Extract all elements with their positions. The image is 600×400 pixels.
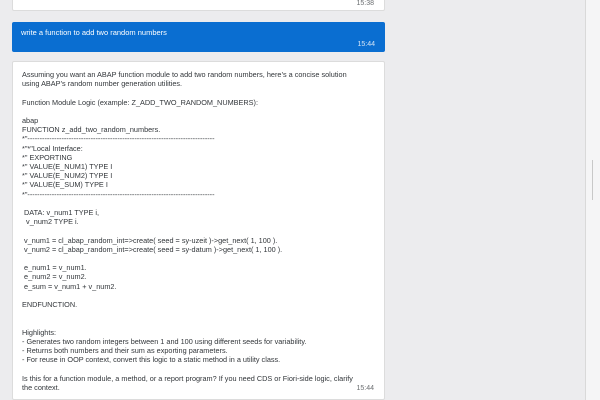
assistant-message-line: *"*"Local Interface: xyxy=(22,143,83,153)
assistant-message-line xyxy=(22,254,374,263)
assistant-message-line: abap xyxy=(22,115,39,125)
user-message-text: write a function to add two random numbers xyxy=(21,28,167,37)
assistant-message-line: using ABAP’s random number generation utilities. xyxy=(22,79,183,89)
assistant-message-line xyxy=(22,318,374,327)
previous-message-bubble xyxy=(12,0,385,11)
assistant-message-line xyxy=(22,309,374,318)
assistant-message-line: the context. xyxy=(22,382,60,392)
assistant-message-line: *" VALUE(E_NUM2) TYPE I xyxy=(22,171,113,181)
assistant-message-line: e_num1 = v_num1. xyxy=(22,263,87,273)
assistant-message-line: *" VALUE(E_NUM1) TYPE I xyxy=(22,162,113,171)
assistant-message-line: Assuming you want an ABAP function module to add two random numbers, here’s a concise solution xyxy=(22,70,347,79)
message-timestamp: 15:44 xyxy=(356,385,374,392)
assistant-message-line: - Generates two random integers between 1 and 100 using different seeds for variability. xyxy=(22,336,307,346)
assistant-message-line: DATA: v_num1 TYPE i, xyxy=(22,208,100,217)
assistant-message-line: *"----------------------------------------------------------------------------- xyxy=(22,189,215,199)
assistant-message-line: FUNCTION z_add_two_random_numbers. xyxy=(22,125,161,135)
assistant-message-line: *" EXPORTING xyxy=(22,152,73,162)
message-timestamp: 15:38 xyxy=(356,0,374,7)
assistant-message-line xyxy=(22,226,374,235)
resize-handle[interactable] xyxy=(592,160,593,200)
assistant-message-line: e_num2 = v_num2. xyxy=(22,272,87,282)
assistant-message-line xyxy=(22,88,374,97)
assistant-message-line xyxy=(22,291,374,300)
assistant-message-line: Is this for a function module, a method, or a report program? If you need CDS or Fiori-side logic, clarify xyxy=(22,373,353,383)
assistant-message-bubble xyxy=(12,61,385,400)
assistant-message-line xyxy=(22,364,374,373)
assistant-message-line xyxy=(22,199,374,208)
assistant-message-text xyxy=(22,70,374,392)
assistant-message-line: ENDFUNCTION. xyxy=(22,299,78,309)
user-message-bubble xyxy=(12,22,385,52)
assistant-message-line: v_num2 = cl_abap_random_int=>create( seed = sy-datum )->get_next( 1, 100 ). xyxy=(22,244,283,254)
assistant-message-line: - Returns both numbers and their sum as exporting parameters. xyxy=(22,345,228,355)
assistant-message-line: - For reuse in OOP context, convert this logic to a static method in a utility class. xyxy=(22,355,281,365)
assistant-message-line xyxy=(22,107,374,116)
assistant-message-line: *" VALUE(E_SUM) TYPE I xyxy=(22,180,108,190)
pane-divider[interactable] xyxy=(585,0,600,400)
assistant-message-line: v_num1 = cl_abap_random_int=>create( seed = sy-uzeit )->get_next( 1, 100 ). xyxy=(22,235,278,245)
assistant-message-line: Highlights: xyxy=(22,327,57,337)
assistant-message-line: *"----------------------------------------------------------------------------- xyxy=(22,134,215,144)
message-list[interactable] xyxy=(12,0,385,400)
message-timestamp: 15:44 xyxy=(357,41,375,48)
assistant-message-line: v_num2 TYPE i. xyxy=(22,217,79,227)
assistant-message-line: Function Module Logic (example: Z_ADD_TWO_RANDOM_NUMBERS): xyxy=(22,97,259,107)
assistant-message-line: e_sum = v_num1 + v_num2. xyxy=(22,281,117,291)
